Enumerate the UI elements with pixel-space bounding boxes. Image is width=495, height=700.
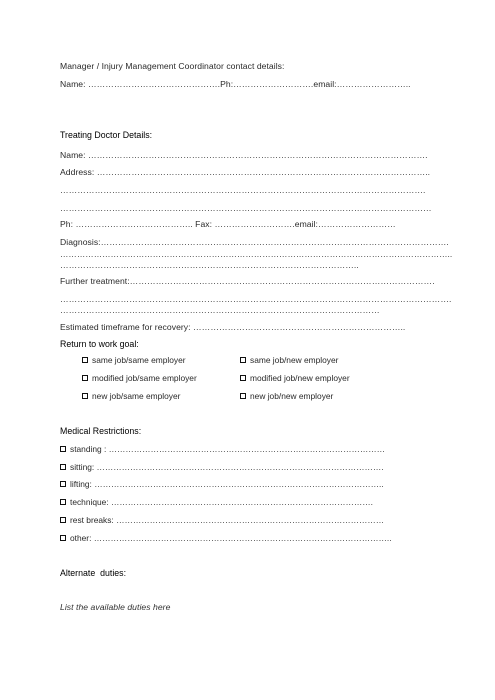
further-treatment-line-2[interactable]: ………………………………………………………………………………………………………………………. xyxy=(60,294,452,304)
rtw-option-label: new job/new employer xyxy=(250,391,334,401)
restriction-rest-breaks[interactable] xyxy=(60,515,384,525)
rtw-heading: Return to work goal: xyxy=(60,339,139,349)
checkbox-icon[interactable] xyxy=(60,464,66,470)
checkbox-icon[interactable] xyxy=(60,535,66,541)
doctor-name-field[interactable]: Name: ………………………………………………………………………………………………………. xyxy=(60,150,428,160)
rtw-option-label: new job/same employer xyxy=(92,391,181,401)
checkbox-icon[interactable] xyxy=(240,375,246,381)
restriction-label: sitting: …………………………………………………………………………………………. xyxy=(70,462,384,472)
checkbox-icon[interactable] xyxy=(82,375,88,381)
diagnosis-line-3[interactable]: ………………………………………………………………………………………….. xyxy=(60,260,359,270)
checkbox-icon[interactable] xyxy=(60,499,66,505)
doctor-address-field[interactable]: Address: …………………………………………………………………………………………………….. xyxy=(60,167,431,177)
manager-contact-line[interactable]: Name: ……………………………………….Ph:……………………….email:…………………….. xyxy=(60,79,411,89)
rtw-option-same-job-new-employer[interactable] xyxy=(240,355,338,365)
doctor-address-line-2[interactable]: ………………………………………………………………………………………………………………. xyxy=(60,185,426,195)
further-treatment-field[interactable]: Further treatment:……………………………………………………………………………………………. xyxy=(60,276,435,286)
rtw-option-new-job-same-employer[interactable] xyxy=(82,391,180,401)
diagnosis-line-2[interactable]: ………………………………………………………………………………………………………………………….. xyxy=(60,249,453,259)
checkbox-icon[interactable] xyxy=(60,517,66,523)
restriction-label: standing : ……………………………………………………………………………………… xyxy=(70,444,386,454)
doctor-phone-fax-email[interactable]: Ph: ………………………………….. Fax: ……………………….email:……………………… xyxy=(60,219,396,229)
checkbox-icon[interactable] xyxy=(60,481,66,487)
manager-heading: Manager / Injury Management Coordinator contact details: xyxy=(60,61,285,71)
recovery-timeframe-field[interactable]: Estimated timeframe for recovery: ……………………………………………………………….. xyxy=(60,322,406,332)
rtw-option-modified-job-same-employer[interactable] xyxy=(82,373,197,383)
checkbox-icon[interactable] xyxy=(82,357,88,363)
diagnosis-field[interactable]: Diagnosis:…………………………………………………………………………………………………………. xyxy=(60,237,449,247)
rtw-option-same-job-same-employer[interactable] xyxy=(82,355,186,365)
checkbox-icon[interactable] xyxy=(240,393,246,399)
rtw-option-new-job-new-employer[interactable] xyxy=(240,391,333,401)
rtw-option-label: same job/new employer xyxy=(250,355,339,365)
restriction-label: technique: …………………………………………………………………………………. xyxy=(70,497,373,507)
further-treatment-line-3[interactable]: ………………………………………………………………………………………………… xyxy=(60,305,380,315)
checkbox-icon[interactable] xyxy=(240,357,246,363)
doctor-heading: Treating Doctor Details: xyxy=(60,130,153,140)
restriction-sitting[interactable] xyxy=(60,462,384,472)
restriction-other[interactable] xyxy=(60,533,392,543)
checkbox-icon[interactable] xyxy=(82,393,88,399)
restriction-standing[interactable] xyxy=(60,444,385,454)
doctor-address-line-3[interactable]: ………………………………………………………………………………………………………………… xyxy=(60,203,432,213)
rtw-option-label: same job/same employer xyxy=(92,355,186,365)
medical-restrictions-heading: Medical Restrictions: xyxy=(60,426,142,436)
restriction-label: lifting: ………………………………………………………………………………………….. xyxy=(70,479,384,489)
rtw-option-label: modified job/new employer xyxy=(250,373,350,383)
restriction-label: other: …………………………………………………………………………………………….. xyxy=(70,533,392,543)
restriction-technique[interactable] xyxy=(60,497,373,507)
rtw-option-modified-job-new-employer[interactable] xyxy=(240,373,350,383)
rtw-option-label: modified job/same employer xyxy=(92,373,197,383)
checkbox-icon[interactable] xyxy=(60,446,66,452)
alternate-duties-note: List the available duties here xyxy=(60,602,171,612)
restriction-label: rest breaks: …………………………………………………………………………………… xyxy=(70,515,385,525)
alternate-duties-heading: Alternate duties: xyxy=(60,568,127,578)
restriction-lifting[interactable] xyxy=(60,479,384,489)
